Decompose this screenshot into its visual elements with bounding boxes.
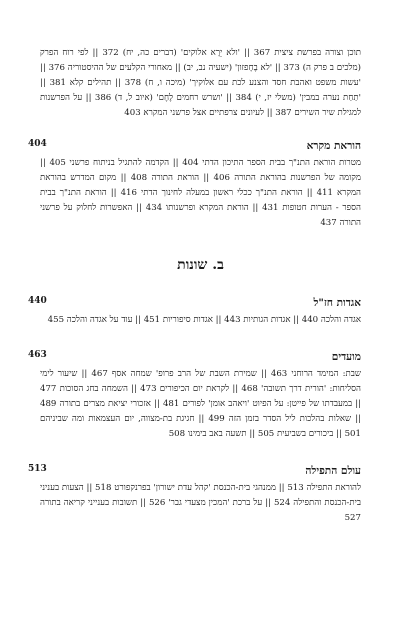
section-heading: הוראת מקרא bbox=[306, 140, 361, 152]
section-heading: מועדים bbox=[331, 351, 361, 363]
part-title-wrap bbox=[40, 257, 361, 274]
section-moadim bbox=[28, 350, 362, 442]
section-page-number: 463 bbox=[28, 350, 47, 360]
section-paragraph: להוראת התפילה 513 || ממנהגי בית-הכנסת 'קהל עדת ישורון' בפרנקפורט 518 || הצעות בעניני בית-הכנסת והתפילה 524 || על ברכת 'המכין מצעדי גבר' 526 || תשובות בענייני קריאה בתורה 527 bbox=[40, 483, 362, 523]
section-paragraph: שבת: המימד הרוחני 463 || שמירת השבת של הרב פרופ' שמחה אסף 467 || שיעור לימי הסליחות: 'הורית דרך תשובה' 468 || לקראת יום הכיפורים 473 || השמחה בחג הסוכות 477 || במעבדתו של פייטן: על הפיוט 'ויאהב אומן' לפורים 481 || אזכורי יציאת מצרים בתורה 489 || שאלות בהלכות ליל הסדר בזמן הזה 499 || חגיגת בת-מצווה, יום העצמאות ומה שביניהם 501 || ביכורים בשביעית 505 || תשעה באב בימינו 508 bbox=[40, 369, 362, 439]
section-heading: עולם התפילה bbox=[305, 465, 361, 477]
section-page-number: 404 bbox=[28, 139, 47, 149]
part-title: ב. שונות bbox=[177, 257, 224, 273]
section-page-number: 440 bbox=[28, 296, 47, 306]
section-aggadot bbox=[28, 296, 361, 328]
section-heading: אגדות חז"ל bbox=[313, 297, 361, 309]
section-paragraph: אגדה והלכה 440 || אגדות הגותיות 443 || אגדות סיפוריות 451 || עוד על אגדה והלכה 455 bbox=[47, 315, 361, 325]
section-torah-teaching bbox=[28, 139, 361, 231]
section-page-number: 513 bbox=[28, 464, 47, 474]
section-prayer bbox=[28, 464, 362, 526]
section-paragraph: מטרות הוראת התנ"ך בבית הספר התיכון הדתי 404 || הקדמה להתגיל בניתוח פרשני 405 || מקומה של הפרשנות בהוראת התורה 406 || הוראת התורה 408 || מקום המדרש בהוראת המקרא 411 || הוראת התנ"ך ככלי ראשון במעלה לחינוך הדתי 416 || הוראת התנ"ך בבית הספר - הערות חטופות 431 || הוראת המקרא ופרשנותו 434 || האפשרות לחלוק על פרשני התורה 437 bbox=[40, 158, 361, 228]
intro-paragraph: תוכן וצורה בפרשת ציצית 367 || 'ולא יֵרָא אלוקים' (דברים כה, יח) 372 || לפי רוח הפרק (מלכים ב פרק ה) 373 || 'לא בֶחָפזון' (ישעיה נב, יב) || מאחורי הקלעים של ההיסטוריה 376 || 'עשות משפט ואהבת חסד והצנע לכת עם אלוקיך' (מיכה ו, ח) 378 || תהילים קלא 381 || 'תַחַת נערה במבין' (משלי יז, י) 384 || 'ושרש רחמים לֶחֶם' (איוב ל, ד) 386 || על הפרשנות למגילת שיר השירים 387 || לעיונים צרפתיים אצל פרשני המקרא 403 bbox=[40, 48, 362, 118]
